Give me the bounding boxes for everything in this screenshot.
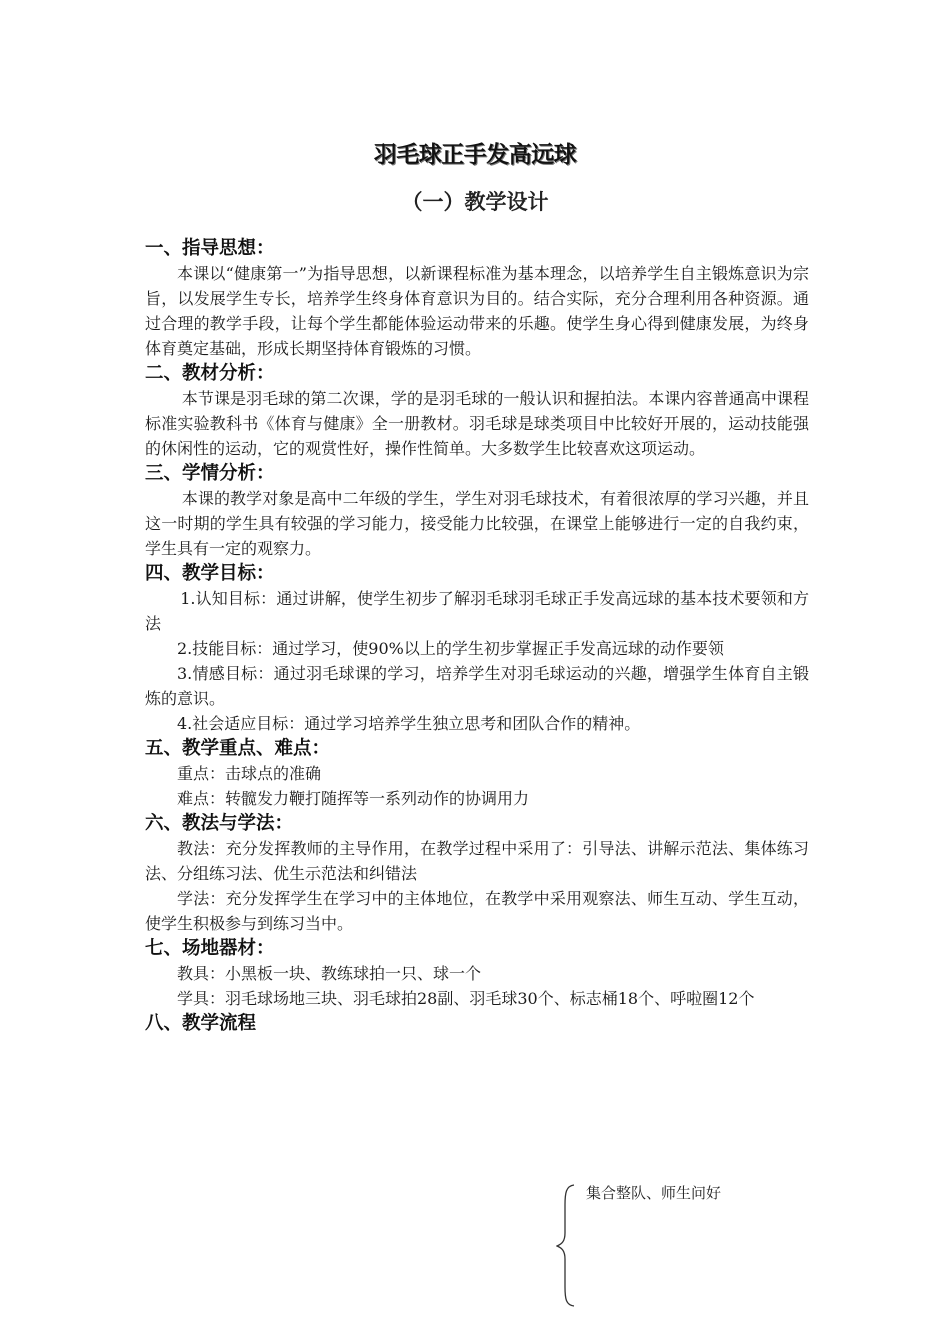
teaching-method: 教法：充分发挥教师的主导作用，在教学过程中采用了：引导法、讲解示范法、集体练习法、分组练习法、优生示范法和纠错法	[145, 839, 809, 883]
goal-social: 4.社会适应目标：通过学习培养学生独立思考和团队合作的精神。	[177, 714, 641, 733]
learning-equipment: 学具：羽毛球场地三块、羽毛球拍28副、羽毛球30个、标志桶18个、呼啦圈12个	[177, 989, 755, 1008]
section-heading-methods: 六、教法与学法：	[145, 813, 294, 834]
difficult-point: 难点：转髋发力鞭打随挥等一系列动作的协调用力	[177, 789, 530, 808]
section-heading-teaching-flow: 八、教学流程	[145, 1013, 257, 1034]
section-heading-teaching-goals: 四、教学目标：	[145, 563, 275, 584]
paragraph-student-analysis: 本课的教学对象是高中二年级的学生，学生对羽毛球技术，有着很浓厚的学习兴趣，并且这一时期的学生具有较强的学习能力，接受能力比较强，在课堂上能够进行一定的自我约束，学生具有一定的观察力。	[145, 489, 809, 558]
curly-brace-icon	[556, 1183, 580, 1308]
goal-cognitive: 1.认知目标：通过讲解，使学生初步了解羽毛球羽毛球正手发高远球的基本技术要领和方法	[145, 589, 809, 633]
section-heading-guiding-thought: 一、指导思想：	[145, 238, 275, 259]
paragraph-guiding-thought: 本课以“健康第一”为指导思想，以新课程标准为基本理念，以培养学生自主锻炼意识为宗旨，以发展学生专长，培养学生终身体育意识为目的。结合实际，充分合理利用各种资源。通过合理的教学手段，让每个学生都能体验运动带来的乐趣。使学生身心得到健康发展，为终身体育奠定基础，形成长期坚持体育锻炼的习惯。	[145, 264, 809, 358]
learning-method: 学法：充分发挥学生在学习中的主体地位，在教学中采用观察法、师生互动、学生互动，使学生积极参与到练习当中。	[145, 889, 809, 933]
goal-skill: 2.技能目标：通过学习，使90%以上的学生初步掌握正手发高远球的动作要领	[177, 639, 724, 658]
document-title: 羽毛球正手发高远球	[373, 142, 577, 168]
key-point: 重点：击球点的准确	[177, 764, 322, 783]
section-heading-student-analysis: 三、学情分析：	[145, 463, 275, 484]
teaching-flow-chart	[556, 1183, 816, 1308]
document-body	[145, 236, 809, 1036]
paragraph-material-analysis: 本节课是羽毛球的第二次课，学的是羽毛球的一般认识和握拍法。本课内容普通高中课程标准实验教科书《体育与健康》全一册教材。羽毛球是球类项目中比较好开展的，运动技能强的休闲性的运动，它的观赏性好，操作性简单。大多数学生比较喜欢这项运动。	[145, 389, 809, 458]
flow-item-assembly: 集合整队、师生问好	[586, 1184, 722, 1202]
goal-emotional: 3.情感目标：通过羽毛球课的学习，培养学生对羽毛球运动的兴趣，增强学生体育自主锻炼的意识。	[145, 664, 809, 708]
document-subtitle: （一）教学设计	[401, 190, 549, 214]
section-heading-key-points: 五、教学重点、难点：	[145, 738, 331, 759]
section-heading-equipment: 七、场地器材：	[145, 938, 275, 959]
teaching-equipment: 教具：小黑板一块、教练球拍一只、球一个	[177, 964, 482, 983]
section-heading-material-analysis: 二、教材分析：	[145, 363, 275, 384]
